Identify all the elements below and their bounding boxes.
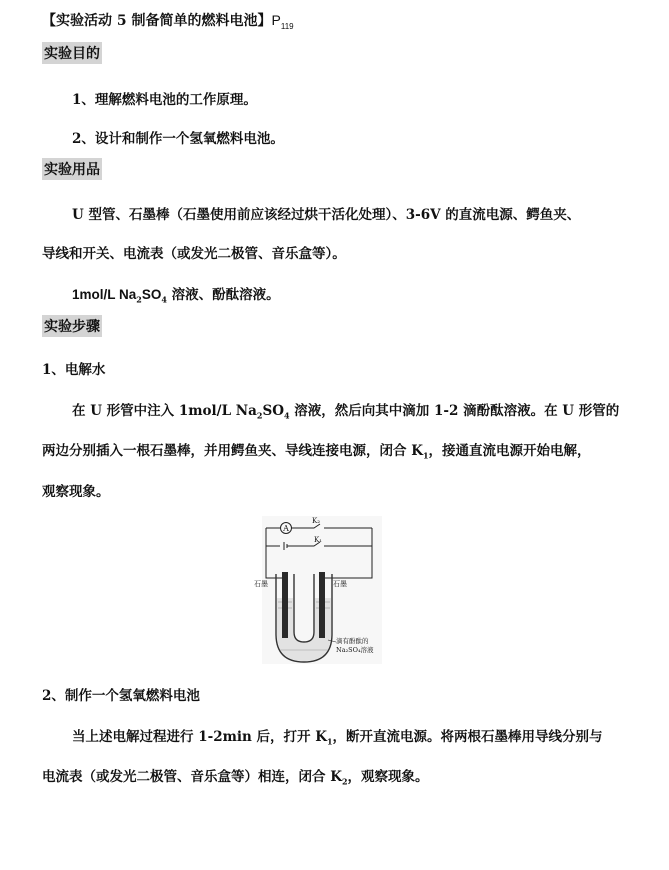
page-reference: $P_{119}$: [271, 12, 294, 31]
materials-line-2: 导线和开关、电流表（或发光二极管、音乐盒等）。: [42, 246, 346, 262]
step1-line-2: 两边分别插入一根石墨棒，并用鳄鱼夹、导线连接电源，闭合 $K_1$，接通直流电源开始电解，: [42, 443, 591, 461]
purpose-item-1: 1、理解燃料电池的工作原理。: [72, 92, 257, 108]
solution-note-line2: Na₂SO₄溶液: [336, 646, 374, 654]
switch-k1-label: K₁: [314, 536, 323, 544]
switch-k2-label: K₂: [312, 517, 321, 525]
step2-heading: 2、制作一个氢氧燃料电池: [42, 688, 200, 704]
graphite-rod-right: [319, 572, 325, 638]
materials-solutions: 1mol/L $Na_2SO_4$ 溶液、酚酞溶液。: [72, 287, 280, 305]
step1-line-1: 在 U 形管中注入 1mol/L $Na_2SO_4$ 溶液，然后向其中滴加 1-2 滴酚酞溶液。在 U 形管的: [72, 403, 620, 421]
right-rod-label: 石墨: [333, 580, 347, 588]
section-heading-steps: 实验步骤: [42, 315, 102, 337]
graphite-rod-left: [282, 572, 288, 638]
materials-line-1: U 型管、石墨棒（石墨使用前应该经过烘干活化处理）、3-6V 的直流电源、鳄鱼夹、: [72, 207, 581, 223]
step2-line-2: 电流表（或发光二极管、音乐盒等）相连，闭合 $K_2$，观察现象。: [42, 769, 429, 787]
electrolysis-apparatus-figure: [254, 516, 382, 664]
section-heading-purpose: 实验目的: [42, 42, 102, 64]
ammeter-symbol: [281, 523, 292, 534]
solution-note-line1: 滴有酚酞的: [336, 637, 369, 645]
step2-line-1: 当上述电解过程进行 1-2min 后，打开 $K_1$，断开直流电源。将两根石墨棒用导线分别与: [72, 729, 603, 747]
title-text: 【实验活动 5 制备简单的燃料电池】: [42, 13, 272, 29]
left-rod-label: 石墨: [254, 580, 268, 588]
section-heading-materials: 实验用品: [42, 158, 102, 180]
step1-line-3: 观察现象。: [42, 484, 110, 500]
purpose-item-2: 2、设计和制作一个氢氧燃料电池。: [72, 131, 284, 147]
page-title: [42, 10, 294, 31]
step1-heading: 1、电解水: [42, 362, 106, 378]
svg-text:A: A: [283, 524, 289, 533]
